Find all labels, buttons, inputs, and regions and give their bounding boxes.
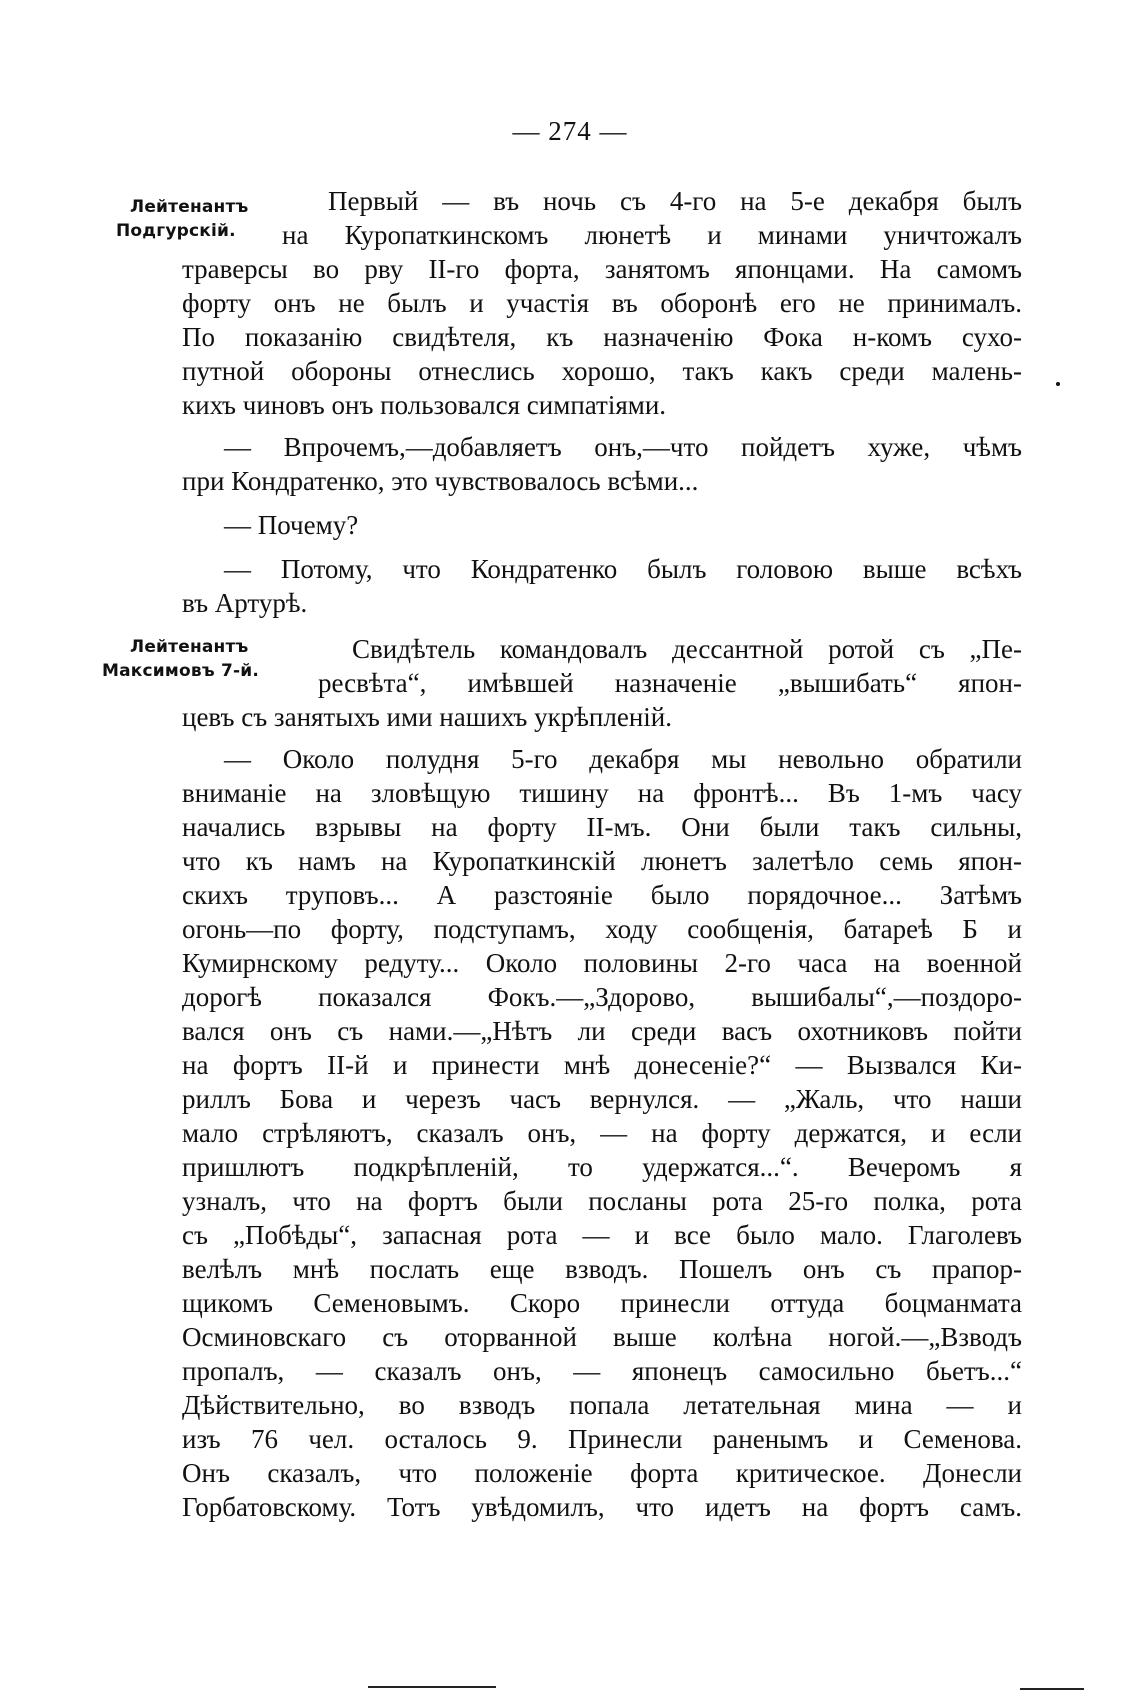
text-line: пропалъ, — сказалъ онъ, — японецъ самосильно бьетъ...“ [182, 1356, 1022, 1386]
text-line: съ „Побѣды“, запасная рота — и все было мало. Глаголевъ [182, 1220, 1022, 1250]
text-line: начались взрывы на форту II-мъ. Они были такъ сильны, [182, 812, 1022, 842]
text-line: пришлютъ подкрѣпленій, то удержатся...“. Вечеромъ я [182, 1152, 1022, 1182]
text-line: изъ 76 чел. осталось 9. Принесли раненымъ и Семенова. [182, 1424, 1022, 1454]
text-line: По показанію свидѣтеля, къ назначенію Фока н-комъ сухо- [182, 322, 1022, 352]
text-line: вниманіе на зловѣщую тишину на фронтѣ... Въ 1-мъ часу [182, 778, 1022, 808]
page-number: — 274 — [512, 116, 628, 146]
margin-note-maksimov-name: Максимовъ 7-й. [102, 661, 259, 681]
text-line: что къ намъ на Куропаткинскій люнетъ залетѣло семь япон- [182, 846, 1022, 876]
text-line: траверсы во рву II-го форта, занятомъ японцами. На самомъ [182, 254, 1022, 284]
stray-dot-mark [1056, 382, 1060, 386]
footer-rule-right [1020, 1688, 1084, 1690]
text-line: Онъ сказалъ, что положеніе форта критическое. Донесли [182, 1458, 1022, 1488]
text-line: ресвѣта“, имѣвшей назначеніе „вышибать“ япон- [318, 668, 1022, 698]
margin-note-maksimov-rank: Лейтенантъ [130, 637, 249, 657]
text-line: велѣлъ мнѣ послать еще взводъ. Пошелъ онъ съ прапор- [182, 1254, 1022, 1284]
text-line: Дѣйствительно, во взводъ попала летательная мина — и [182, 1390, 1022, 1420]
text-line: риллъ Бова и черезъ часъ вернулся. — „Жаль, что наши [182, 1084, 1022, 1114]
text-line: Первый — въ ночь съ 4-го на 5-е декабря былъ [328, 186, 1022, 216]
text-line: — Впрочемъ,—добавляетъ онъ,—что пойдетъ хуже, чѣмъ [224, 432, 1022, 462]
text-line: — Почему? [224, 510, 359, 540]
text-line: при Кондратенко, это чувствовалось всѣми... [182, 466, 699, 496]
text-line: мало стрѣляютъ, сказалъ онъ, — на форту держатся, и если [182, 1118, 1022, 1148]
text-line: въ Артурѣ. [182, 588, 308, 618]
text-line: — Потому, что Кондратенко былъ головою выше всѣхъ [224, 554, 1022, 584]
text-line: на Куропаткинскомъ люнетѣ и минами уничтожалъ [282, 220, 1022, 250]
text-line: щикомъ Семеновымъ. Скоро принесли оттуда боцманмата [182, 1288, 1022, 1318]
text-line: дорогѣ показался Фокъ.—„Здорово, вышибалы“,—поздоро- [182, 982, 1022, 1012]
text-line: Горбатовскому. Тотъ увѣдомилъ, что идетъ на фортъ самъ. [182, 1492, 1022, 1522]
text-line: Свидѣтель командовалъ дессантной ротой съ „Пе- [352, 634, 1022, 664]
margin-note-podgursky-name: Подгурскій. [116, 221, 236, 241]
text-line: узналъ, что на фортъ были посланы рота 25-го полка, рота [182, 1186, 1022, 1216]
footer-rule-left [368, 1686, 496, 1688]
text-line: кихъ чиновъ онъ пользовался симпатіями. [182, 390, 667, 420]
text-line: цевъ съ занятыхъ ими нашихъ укрѣпленій. [182, 702, 672, 732]
margin-note-podgursky-rank: Лейтенантъ [130, 197, 249, 217]
text-line: вался онъ съ нами.—„Нѣтъ ли среди васъ охотниковъ пойти [182, 1016, 1022, 1046]
text-line: Осминовскаго съ оторванной выше колѣна ногой.—„Взводъ [182, 1322, 1022, 1352]
text-line: на фортъ II-й и принести мнѣ донесеніе?“ — Вызвался Ки- [182, 1050, 1022, 1080]
text-line: форту онъ не былъ и участія въ оборонѣ его не принималъ. [182, 288, 1022, 318]
text-line: скихъ труповъ... А разстояніе было порядочное... Затѣмъ [182, 880, 1022, 910]
text-line: огонь—по форту, подступамъ, ходу сообщенія, батареѣ Б и [182, 914, 1022, 944]
text-line: Кумирнскому редуту... Около половины 2-го часа на военной [182, 948, 1022, 978]
text-line: путной обороны отнеслись хорошо, такъ какъ среди малень- [182, 356, 1022, 386]
text-line: — Около полудня 5-го декабря мы невольно обратили [224, 744, 1022, 774]
